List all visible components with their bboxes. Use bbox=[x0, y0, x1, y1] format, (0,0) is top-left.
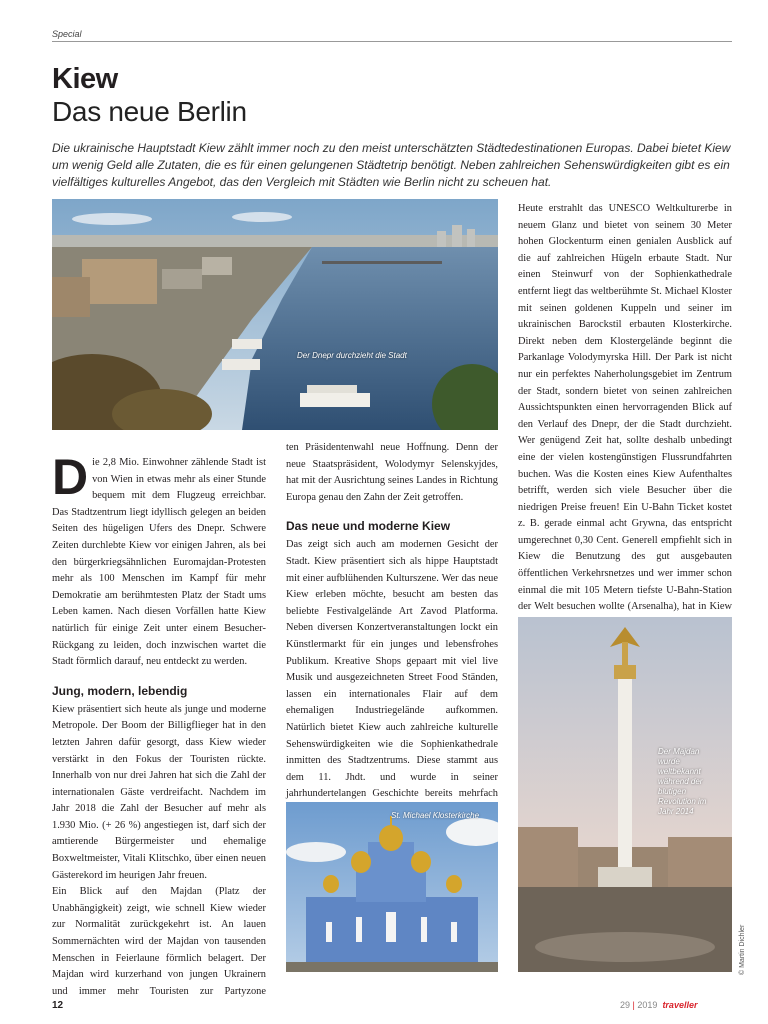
section-label: Special bbox=[52, 29, 82, 39]
issue-number: 29 bbox=[620, 1000, 631, 1010]
issue-year: 2019 bbox=[637, 1000, 658, 1010]
paragraph-1: ie 2,8 Mio. Einwohner zählende Stadt ist von Wien in etwas mehr als einer Stunde bequem mit dem Flugzeug erreichbar. Das Stadtzentrum liegt idyllisch gelegen an beiden Seiten des hügeligen Ufers des Dnepr. Schwere Zeiten durchlebte Kiew vor einigen Jahren, als bei den bürgerkriegsähnlichen Euromajdan-Protesten mehr als 100 Menschen im Kampf für mehr Demokratie am berühmtesten Platz der Stadt ums Leben kamen. Nach diesen Vorfällen hatte Kiew natürlich für einige Zeit unter einem Besucher-Rückgang zu leiden, doch inzwischen wartet die Stadt förmlich darauf, neu entdeckt zu werden. bbox=[52, 457, 266, 668]
dnepr-photo bbox=[52, 199, 498, 430]
church-photo-image bbox=[286, 802, 498, 972]
photo-copyright: © Martin Dichler bbox=[739, 924, 746, 975]
footer-issue bbox=[620, 1000, 697, 1010]
brand-logo: traveller bbox=[662, 1000, 698, 1010]
column-3 bbox=[518, 201, 732, 649]
majdan-photo bbox=[518, 617, 732, 972]
page-number: 12 bbox=[52, 1000, 64, 1011]
majdan-caption: Der Majdan wurde weltbekannt während der blutigen Revolution im Jahr 2014 bbox=[658, 747, 707, 816]
dnepr-photo-image bbox=[52, 199, 498, 430]
church-photo bbox=[286, 802, 498, 972]
footer-separator: | bbox=[632, 1000, 635, 1010]
subhead-jung-modern: Jung, modern, lebendig bbox=[52, 683, 188, 698]
header-rule bbox=[52, 41, 732, 42]
column-1 bbox=[52, 449, 266, 1001]
dropcap: D bbox=[52, 449, 89, 505]
paragraph-3: Ein Blick auf den Majdan (Platz der Unabhängigkeit) zeigt, wie schnell Kiew wieder zur Normalität zurückgekehrt ist. An lauen Sommernächten wird der Majdan von tausenden Menschen in Feierlaune förmlich belagert. Der Majdan wird kurzerhand von jungen Ukrainern und immer mehr Touristen zur Partyzone bbox=[52, 886, 266, 997]
article-subtitle: Das neue Berlin bbox=[52, 96, 247, 127]
article-title: Kiew bbox=[52, 63, 118, 95]
subhead-das-neue-kiew: Das neue und moderne Kiew bbox=[286, 519, 451, 534]
column-2 bbox=[286, 440, 498, 819]
article-lead: Die ukrainische Hauptstadt Kiew zählt immer noch zu den meist unterschätzten Städtedestinationen Europas. Dabei bietet Kiew um wenig Geld alle Zutaten, die es für einen gelungenen Städtetrip benötigt. Neben zahlreichen Sehenswürdigkeiten gibt es ein vielfältiges kulturelles Angebot, das den Vergleich mit Städten wie Berlin nicht zu scheuen hat. bbox=[52, 141, 731, 189]
paragraph-4: Das zeigt sich auch am modernen Gesicht der Stadt. Kiew präsentiert sich als hippe Hauptstadt mit einer aufblühenden Kulturszene. Wer das neue Kiew erleben möchte, besucht am besten das beliebte Festivalgelände Art Zavod Platforma. Neben diversen Konzertveranstaltungen lockt ein Künstlermarkt für ein junges und lebensfrohes Publikum. Kreative Shops gepaart mit viel live Musik und ausgezeichneten Street Food Ständen, lassen ein internationales Flair auf dem ehemaligen Industriegelände aufkommen. Natürlich bietet Kiew auch zahlreiche kulturelle Sehenswürdigkeiten wie die Sophienkathedrale inmitten des Stadtzentrums. Diese stammt aus dem 11. Jhdt. und wurde in seiner jahrhundertelangen Geschichte bereits mehrfach bbox=[286, 539, 498, 800]
church-caption: St. Michael Klosterkirche bbox=[391, 811, 480, 820]
paragraph-2: Kiew präsentiert sich heute als junge und moderne Metropole. Der Boom der Billigflieger hat in den letzten Jahren dafür gesorgt, dass Kiew wieder verstärkt in den Fokus der Touristen rückte. Innerhalb von nur drei Jahren hat sich die Zahl der internationalen Gäste verdreifacht. Nachdem im Jahr 2018 die Zahl der Besucher auf mehr als 1.930 Mio. (+ 26 %) angestiegen ist, darf sich der amtierende Bürgermeister und ehemalige Boxweltmeister, Vitali Klitschko, über einen neuen Gästerekord im heurigen Jahr freuen. bbox=[52, 703, 266, 881]
dnepr-caption: Der Dnepr durchzieht die Stadt bbox=[297, 351, 407, 360]
paragraph-3-continued: ten Präsidentenwahl neue Hoffnung. Denn der neue Staatspräsident, Wolodymyr Selenskyjdes, hat mit der Ausrichtung seines Landes in Richtung Europa genau den Zahn der Zeit getroffen. bbox=[286, 442, 498, 503]
paragraph-5: Heute erstrahlt das UNESCO Weltkulturerbe in neuem Glanz und bietet von seinem 30 Meter hohen Glockenturm einen genialen Ausblick auf die auf zahlreichen Hügeln erbaute Stadt. Nur einen Steinwurf von der Sophienkathedrale entfernt liegt das weltberühmte St. Michael Kloster mit seinen goldenen Kuppeln und seiner im ukrainischen Barockstil erbauten Klosterkirche. Direkt neben dem Klostergelände beginnt die Parkanlage Volodymyrska Hill. Der Park ist nicht nur ein perfektes Naherholungsgebiet im Zentrum der Stadt, sondern bietet von seinen zahlreichen Aussichtspunkten einen hervorragenden Blick auf den Verlauf des Dnepr, der die Stadt durchzieht. Wer genügend Zeit hat, sollte deshalb unbedingt eine der vielen kostengünstigen Flussrundfahrten buchen. Was die Kosten eines Kiew Aufenthaltes betrifft, werden sich viele Besucher über die niedrigen Preise freuen! Ein U-Bahn Ticket kostet z. B. gerade einmal acht Grywna, das entspricht umgerechnet 0,30 Cent. Generell empfiehlt sich in Kiew die Benutzung des gut ausgebauten öffentlichen Verkehrsnetzes und wer immer schon einmal die mit 105 Metern tiefste U-Bahn-Station der Welt besuchen wollte (Arsenalha), hat in Kiew bbox=[518, 203, 732, 613]
